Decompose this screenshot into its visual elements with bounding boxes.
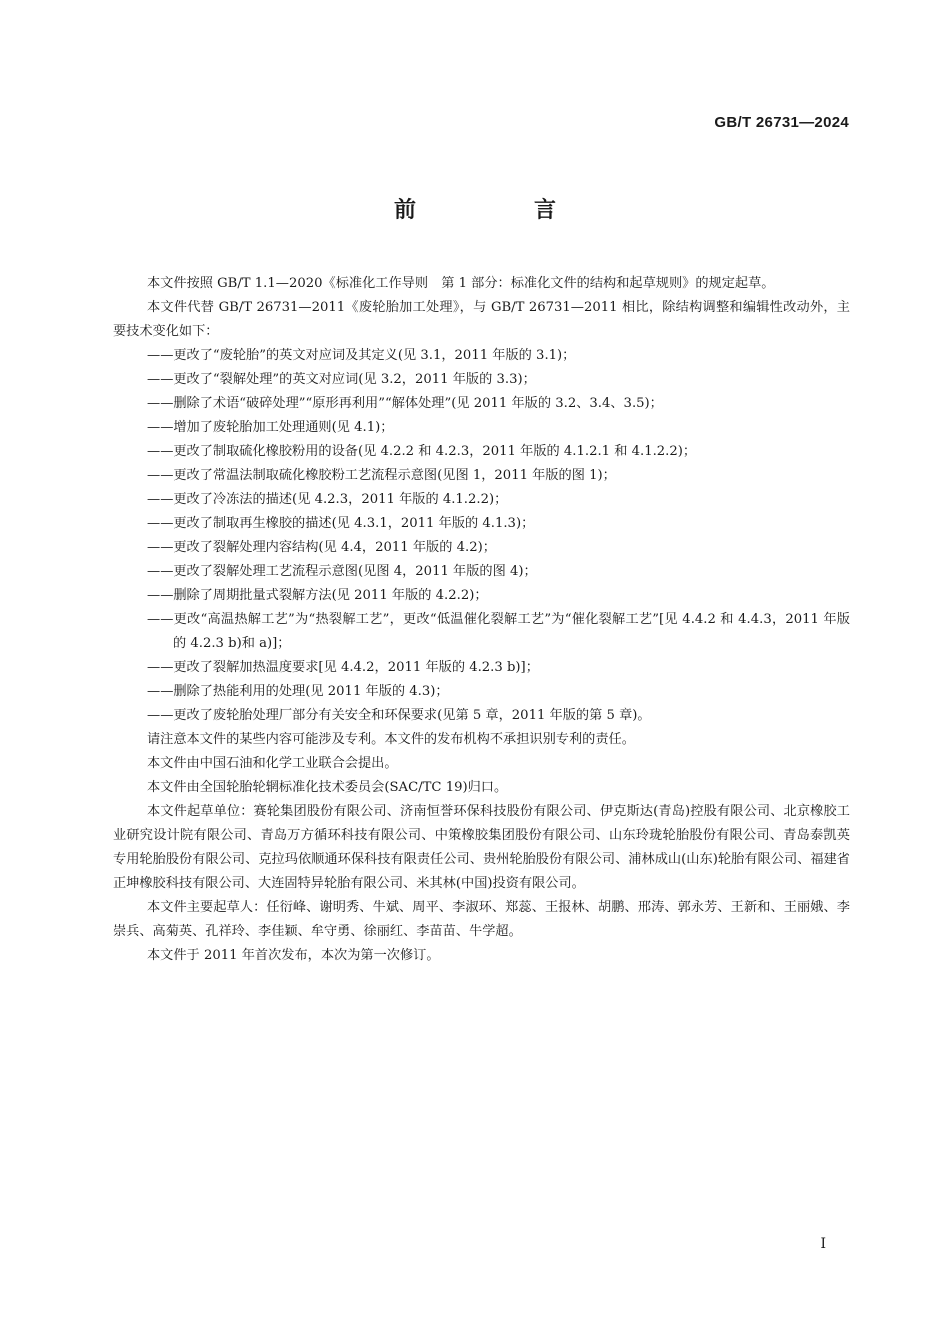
list-item: ——更改“高温热解工艺”为“热裂解工艺”，更改“低温催化裂解工艺”为“催化裂解工艺”[见 4.4.2 和 4.4.3，2011 年版的 4.2.3 b)和 a)]； <box>147 612 850 651</box>
list-item: ——更改了常温法制取硫化橡胶粉工艺流程示意图(见图 1，2011 年版的图 1)； <box>147 468 616 483</box>
list-item: ——更改了裂解处理内容结构(见 4.4，2011 年版的 4.2)； <box>147 540 496 555</box>
paragraph-proposed-by: 本文件由中国石油和化学工业联合会提出。 <box>147 756 398 771</box>
paragraph-patent-notice: 请注意本文件的某些内容可能涉及专利。本文件的发布机构不承担识别专利的责任。 <box>147 732 635 747</box>
list-item: ——更改了裂解处理工艺流程示意图(见图 4，2011 年版的图 4)； <box>147 564 537 579</box>
page-title: 前 言 <box>393 198 604 223</box>
list-item: ——更改了废轮胎处理厂部分有关安全和环保要求(见第 5 章，2011 年版的第 5 章)。 <box>147 708 651 723</box>
paragraph-main-drafters: 本文件主要起草人：任衍峰、谢明秀、牛斌、周平、李淑环、郑蕊、王报林、胡鹏、邢涛、郭永芳、王新和、王丽娥、李崇兵、高菊英、孔祥玲、李佳颖、牟守勇、徐丽红、李苗苗、牛学超。 <box>113 900 850 939</box>
paragraph-replacement: 本文件代替 GB/T 26731—2011《废轮胎加工处理》，与 GB/T 26731—2011 相比，除结构调整和编辑性改动外，主要技术变化如下： <box>113 300 850 339</box>
list-item: ——更改了“废轮胎”的英文对应词及其定义(见 3.1，2011 年版的 3.1)； <box>147 348 576 363</box>
technical-changes-list <box>113 344 850 728</box>
standard-number: GB/T 26731—2024 <box>714 114 849 131</box>
paragraph-publication-history: 本文件于 2011 年首次发布，本次为第一次修订。 <box>147 948 440 963</box>
page-number: Ⅰ <box>820 1236 826 1252</box>
list-item: ——删除了热能利用的处理(见 2011 年版的 4.3)； <box>147 684 449 699</box>
list-item: ——更改了裂解加热温度要求[见 4.4.2，2011 年版的 4.2.3 b)]； <box>147 660 539 675</box>
list-item: ——更改了“裂解处理”的英文对应词(见 3.2，2011 年版的 3.3)； <box>147 372 536 387</box>
paragraph-drafting-organizations: 本文件起草单位：赛轮集团股份有限公司、济南恒誉环保科技股份有限公司、伊克斯达(青岛)控股有限公司、北京橡胶工业研究设计院有限公司、青岛万方循环科技有限公司、中策橡胶集团股份有限公司、山东玲珑轮胎股份有限公司、青岛泰凯英专用轮胎股份有限公司、克拉玛依顺通环保科技有限责任公司、贵州轮胎股份有限公司、浦林成山(山东)轮胎有限公司、福建省正坤橡胶科技有限公司、大连固特异轮胎有限公司、米其林(中国)投资有限公司。 <box>113 804 850 891</box>
paragraph-administered-by: 本文件由全国轮胎轮辋标准化技术委员会(SAC/TC 19)归口。 <box>147 780 508 795</box>
list-item: ——删除了术语“破碎处理”“原形再利用”“解体处理”(见 2011 年版的 3.2、3.4、3.5)； <box>147 396 663 411</box>
list-item: ——增加了废轮胎加工处理通则(见 4.1)； <box>147 420 394 435</box>
list-item: ——更改了制取硫化橡胶粉用的设备(见 4.2.2 和 4.2.3，2011 年版的 4.1.2.1 和 4.1.2.2)； <box>147 444 697 459</box>
list-item: ——更改了制取再生橡胶的描述(见 4.3.1，2011 年版的 4.1.3)； <box>147 516 535 531</box>
list-item: ——删除了周期批量式裂解方法(见 2011 年版的 4.2.2)； <box>147 588 488 603</box>
foreword-body <box>113 272 850 968</box>
list-item: ——更改了冷冻法的描述(见 4.2.3，2011 年版的 4.1.2.2)； <box>147 492 508 507</box>
paragraph-drafting-rules: 本文件按照 GB/T 1.1—2020《标准化工作导则 第 1 部分：标准化文件的结构和起草规则》的规定起草。 <box>147 276 775 291</box>
